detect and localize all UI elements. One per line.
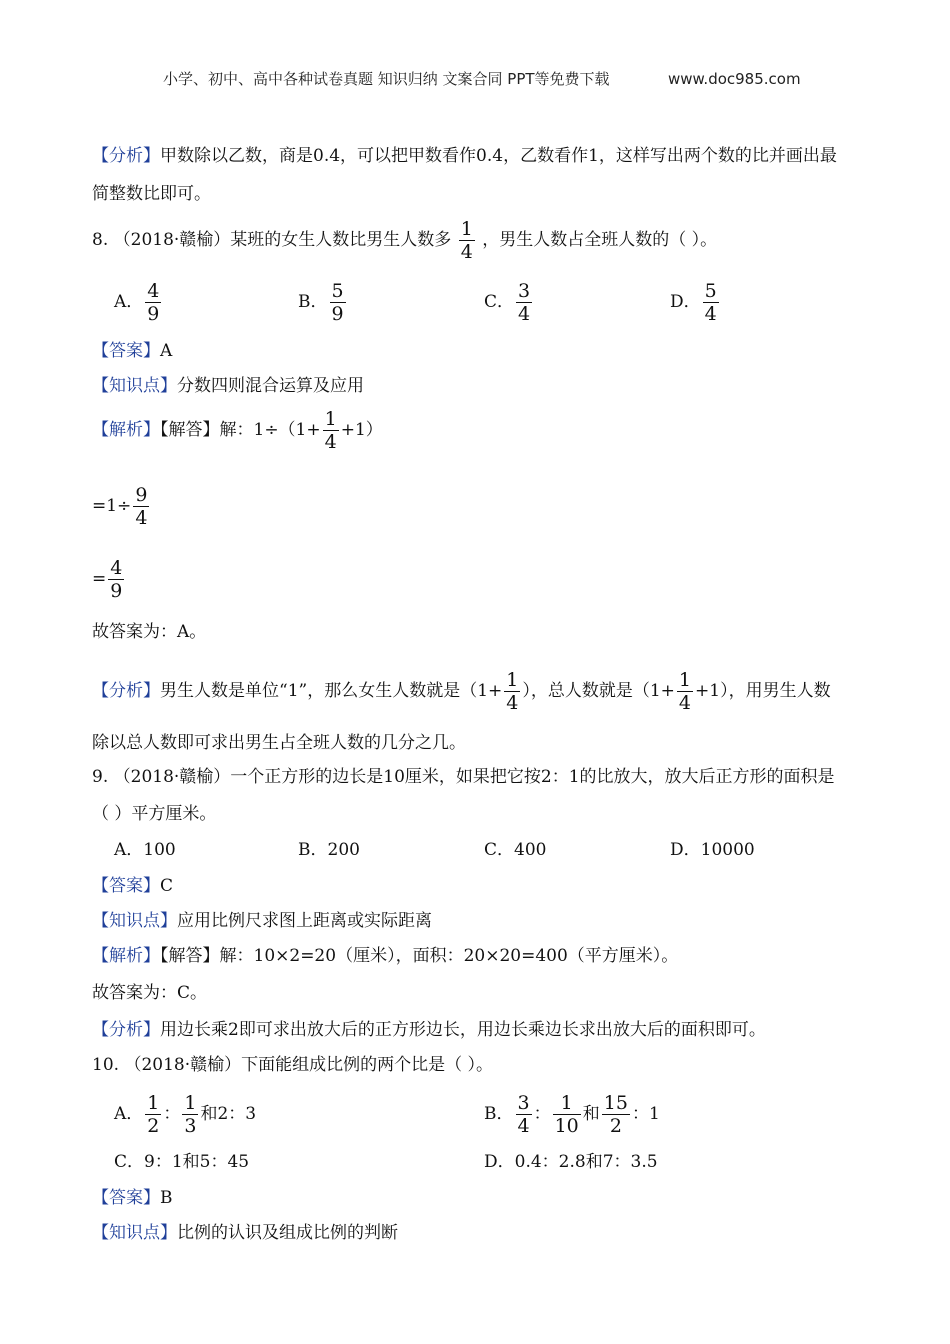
q8-option-b: B． $\frac{5}{9}$ [298, 280, 344, 325]
answer-value: C [160, 876, 174, 896]
q8-analysis: 【分析】男生人数是单位“1”，那么女生人数就是（1+ $\frac{1}{4}$ ），总人数就是（1+ $\frac{1}{4}$ +1），用男生人数 [92, 669, 831, 714]
knowledge-tag: 【知识点】 [92, 911, 177, 931]
solve-tag: 【解答】 [160, 946, 220, 966]
q8-option-d: D． $\frac{5}{4}$ [670, 280, 717, 325]
q8-step2: = $\frac{4}{9}$ [92, 557, 123, 602]
q9-stem-line1: 9. （2018·赣榆）一个正方形的边长是10厘米，如果把它按2：1的比放大，放大后正方形的面积是 [92, 767, 835, 787]
answer-tag: 【答案】 [92, 876, 160, 896]
knowledge-text: 分数四则混合运算及应用 [177, 376, 364, 396]
q10-option-b: B． $\frac{3}{4}$ ： $\frac{1}{10}$ 和 $\frac{15}{2}$ ：1 [484, 1092, 660, 1137]
q9-stem-line2: （ ）平方厘米。 [92, 804, 217, 824]
fraction: $\frac{4}{9}$ [147, 280, 160, 325]
fraction: $\frac{1}{10}$ [554, 1092, 579, 1137]
answer-value: B [160, 1188, 173, 1208]
q10-stem: 10. （2018·赣榆）下面能组成比例的两个比是（ ）。 [92, 1055, 494, 1075]
header-text: 小学、初中、高中各种试卷真题 知识归纳 文案合同 PPT等免费下载 [163, 70, 610, 88]
q7-analysis [92, 145, 837, 167]
q8-conclusion: 故答案为：A。 [92, 622, 207, 642]
q9-analysis: 【分析】用边长乘2即可求出放大后的正方形边长，用边长乘边长求出放大后的面积即可。 [92, 1020, 766, 1040]
analysis-tag: 【分析】 [92, 146, 160, 166]
q9-solution: 【解析】【解答】解：10×2=20（厘米），面积：20×20=400（平方厘米）。 [92, 946, 679, 966]
knowledge-tag: 【知识点】 [92, 1223, 177, 1243]
analysis-tag: 【分析】 [92, 1020, 160, 1040]
q9-option-c: C．400 [484, 840, 547, 860]
fraction: $\frac{1}{3}$ [184, 1092, 197, 1137]
q10-knowledge [92, 1222, 398, 1244]
fraction: $\frac{5}{4}$ [704, 280, 717, 325]
q10-answer [92, 1187, 173, 1209]
q8-stem [92, 218, 717, 263]
q10-option-d: D．0.4：2.8和7：3.5 [484, 1152, 658, 1172]
fraction: $\frac{1}{4}$ [324, 408, 337, 453]
fraction: $\frac{15}{2}$ [603, 1092, 628, 1137]
q9-option-d: D．10000 [670, 840, 755, 860]
fraction: $\frac{3}{4}$ [517, 1092, 530, 1137]
explain-tag: 【解析】 [92, 420, 160, 440]
q9-option-b: B．200 [298, 840, 360, 860]
q7-analysis-line2: 简整数比即可。 [92, 184, 211, 204]
q8-analysis-line2: 除以总人数即可求出男生占全班人数的几分之几。 [92, 733, 466, 753]
q9-knowledge [92, 910, 432, 932]
q8-stem-suffix: ，男生人数占全班人数的（ ）。 [482, 230, 718, 250]
q8-knowledge [92, 375, 364, 397]
q7-analysis-text: 甲数除以乙数，商是0.4，可以把甲数看作0.4，乙数看作1，这样写出两个数的比并画出最 [160, 146, 837, 166]
q9-option-a: A．100 [114, 840, 176, 860]
knowledge-text: 应用比例尺求图上距离或实际距离 [177, 911, 432, 931]
solve-tag: 【解答】 [160, 420, 220, 440]
q8-stem-prefix: 8. （2018·赣榆）某班的女生人数比男生人数多 [92, 230, 452, 250]
q9-answer [92, 875, 173, 897]
knowledge-tag: 【知识点】 [92, 376, 177, 396]
q8-option-c: C． $\frac{3}{4}$ [484, 280, 531, 325]
fraction: $\frac{5}{9}$ [331, 280, 344, 325]
q8-solution: 【解析】【解答】解：1÷（1+ $\frac{1}{4}$ +1） [92, 408, 383, 453]
fraction: $\frac{1}{4}$ [460, 218, 473, 263]
fraction: $\frac{1}{4}$ [678, 669, 692, 714]
fraction: $\frac{1}{2}$ [147, 1092, 160, 1137]
explain-tag: 【解析】 [92, 946, 160, 966]
fraction: $\frac{4}{9}$ [110, 557, 123, 602]
fraction: $\frac{9}{4}$ [135, 484, 148, 529]
header-url: www.doc985.com [668, 70, 801, 88]
q8-step1: =1÷ $\frac{9}{4}$ [92, 484, 148, 529]
q8-option-a: A． $\frac{4}{9}$ [114, 280, 160, 325]
fraction: $\frac{1}{4}$ [506, 669, 519, 714]
fraction: $\frac{3}{4}$ [518, 280, 531, 325]
answer-tag: 【答案】 [92, 1188, 160, 1208]
q8-answer [92, 340, 172, 362]
answer-value: A [160, 341, 173, 361]
answer-tag: 【答案】 [92, 341, 160, 361]
knowledge-text: 比例的认识及组成比例的判断 [177, 1223, 398, 1243]
q10-option-a: A． $\frac{1}{2}$ ： $\frac{1}{3}$ 和2：3 [114, 1092, 257, 1137]
q10-option-c: C．9：1和5：45 [114, 1152, 250, 1172]
analysis-tag: 【分析】 [92, 681, 160, 701]
q9-conclusion: 故答案为：C。 [92, 983, 208, 1003]
